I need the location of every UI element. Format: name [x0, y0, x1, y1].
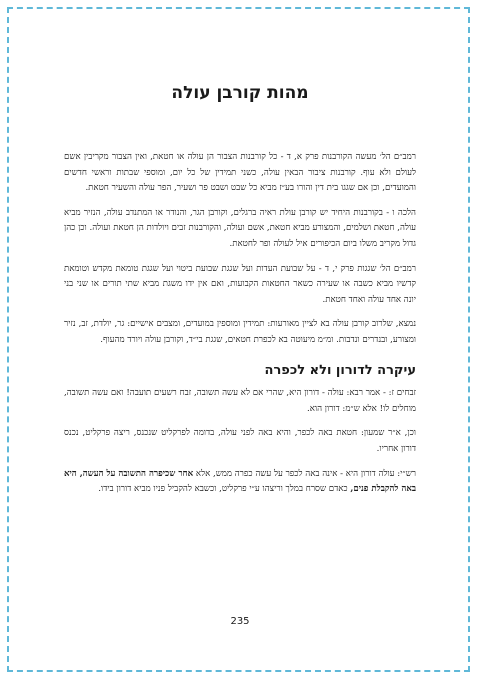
- paragraph-4: נמצא, שלרוב קורבן עולה בא לציין מאורעות: תמידין ומוספין במועדים, ומצבים אישיים: גר, יולדת, זב, נזיר ומצורע, ובנדרים ונדבות. ומ״מ מיעוטה בא לכפרת חטאים, שגגת בי״ד, וקורבן עולה ויורד מהעוף.: [64, 319, 416, 345]
- page-title: מהות קורבן עולה: [171, 83, 309, 103]
- paragraph-2: הלכה ו - בקורבנות היחיד יש קורבן עולת ראיה ברגלים, וקורבן הגר, והנודר או המתנדב עולה, הנזיר מביא עולה, חטאת ושלמים, והמצורע מביא חטאת, אשם ועולה, והקורבנות זבים ויולדות הן חטאת ועולה. וכן כהן גדול מקריב משלו ביום הכיפורים איל לעולה ופר לחטאת.: [64, 207, 416, 249]
- rashi-bold-text: אחר שכיפרה התשובה על העשה, היא באה להקבלת פנים,: [64, 468, 416, 495]
- paragraph-1: רמב״ם הל׳ מעשה הקורבנות פרק א, ד - כל קורבנות הצבור הן עולה או חטאת, ואין הצבור מקריבין אשם לעולם ולא עוף. קורבנות ציבור הבאין עולה, כשני תמידין של כל יום, ומוספי שבתות וראשי חדשים והמועדים, וכן אם שגגו בית דין והורו בע״ז מביא כל שבט ושבט פר ושעיר, הפר עולה והשעיר חטאת.: [64, 152, 416, 194]
- section-paragraph-3: [64, 467, 416, 498]
- page-number: 235: [230, 616, 250, 627]
- body-text: [64, 150, 416, 507]
- rashi-text-2: כאדם שסרח במלך וריצהו ע״י פרקליט, וכשבא להקביל פניו מביא דורון בידו.: [98, 484, 351, 495]
- rashi-text-1: רש״י: עולה דורון היא - אינה באה לכפר על עשה כפרה ממש, אלא: [193, 468, 416, 479]
- section-paragraph-2: וכן, א״ר שמעון: חטאת באה לכפר, והיא באה לפני עולה, בדומה לפרקליט שנכנס, ריצה פרקליט, נכנס דורון אחריו.: [64, 428, 416, 454]
- paragraph-3: רמב״ם הל׳ שגגות פרק י, ד - על שבועת העדות ועל שגגת שבועת ביטוי ועל שגגת טומאת מקדש וטומאת קדשיו מביא כשבה או שעירה כשאר החטאות הקבועות, ואם אין ידו משגת מביא שתי תורים או שני בני יונה אחד עולה ואחד חטאת.: [64, 263, 416, 305]
- section-paragraph-1: זבחים ז: - אמר רבא: עולה - דורון היא, שהרי אם לא עשה תשובה, זבח רשעים תועבה! ואם עשה תשובה, מוחלים לו! אלא ש״מ: דורון הוא.: [64, 388, 416, 414]
- section-heading: עיקרה לדורון ולא לכפרה: [264, 362, 416, 378]
